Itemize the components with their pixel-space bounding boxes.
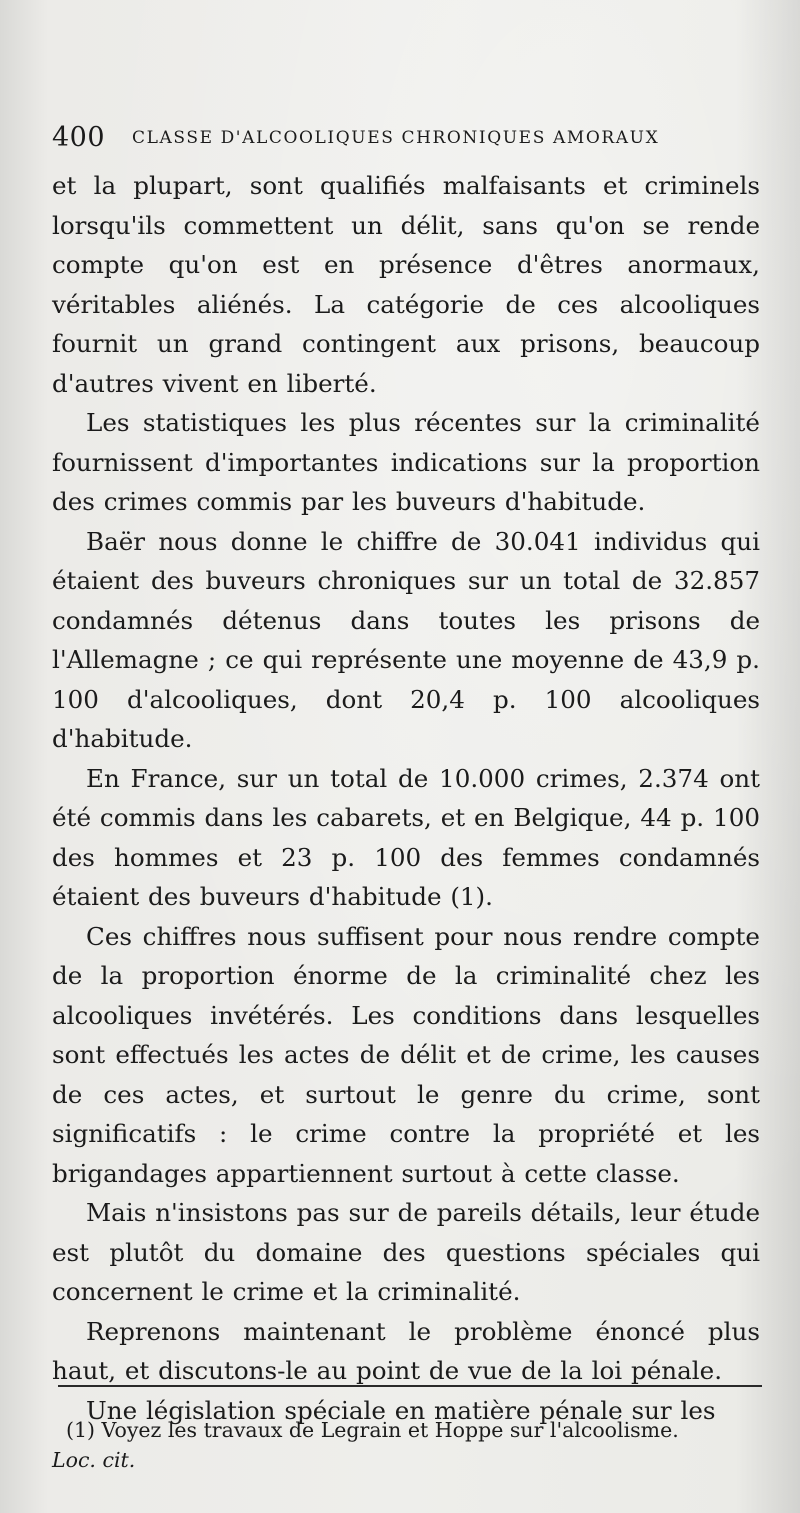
paragraph-details: Mais n'insistons pas sur de pareils détails, leur étude est plutôt du domaine des questions spéciales qui concernent le crime et la criminalité. bbox=[52, 1198, 760, 1306]
footnote-citation: Loc. cit. bbox=[52, 1448, 136, 1472]
paragraph-france: En France, sur un total de 10.000 crimes, 2.374 ont été commis dans les cabarets, et en Belgique, 44 p. 100 des hommes et 23 p. 100 des femmes condamnés étaient des buveurs d'habitude (1). bbox=[52, 763, 760, 911]
footnote bbox=[52, 1415, 762, 1475]
paragraph-figures: Ces chiffres nous suffisent pour nous rendre compte de la proportion énorme de la criminalité chez les alcooliques invétérés. Les conditions dans lesquelles sont effectués les actes de délit et de crime, les causes de ces actes, et surtout le genre du crime, sont significatifs : le crime contre la propriété et les brigandages appartiennent surtout à cette classe. bbox=[52, 921, 760, 1188]
paragraph-statistics: Les statistiques les plus récentes sur la criminalité fournissent d'importantes indications sur la proportion des crimes commis par les buveurs d'habitude. bbox=[52, 408, 760, 516]
paragraph-baer: Baër nous donne le chiffre de 30.041 individus qui étaient des buveurs chroniques sur un total de 32.857 condamnés détenus dans toutes les prisons de l'Allemagne ; ce qui représente une moyenne de 43,9 p. 100 d'alcooliques, dont 20,4 p. 100 alcooliques d'habitude. bbox=[52, 526, 760, 753]
page-number: 400 bbox=[52, 122, 106, 153]
paragraph-problem: Reprenons maintenant le problème énoncé plus haut, et discutons-le au point de vue de la loi pénale. bbox=[52, 1316, 760, 1385]
body-text bbox=[52, 166, 760, 1430]
footnote-divider bbox=[58, 1385, 762, 1387]
paragraph-legislation: Une législation spéciale en matière pénale sur les bbox=[86, 1395, 716, 1425]
running-title: CLASSE D'ALCOOLIQUES CHRONIQUES AMORAUX bbox=[132, 128, 660, 148]
paragraph-continuation: et la plupart, sont qualifiés malfaisants et criminels lorsqu'ils commettent un délit, sans qu'on se rende compte qu'on est en présence d'êtres anormaux, véritables aliénés. La catégorie de ces alcooliques fournit un grand contingent aux prisons, beaucoup d'autres vivent en liberté. bbox=[52, 171, 760, 398]
page-header bbox=[52, 118, 760, 158]
footnote-text: (1) Voyez les travaux de Legrain et Hoppe sur l'alcoolisme. bbox=[66, 1418, 679, 1442]
